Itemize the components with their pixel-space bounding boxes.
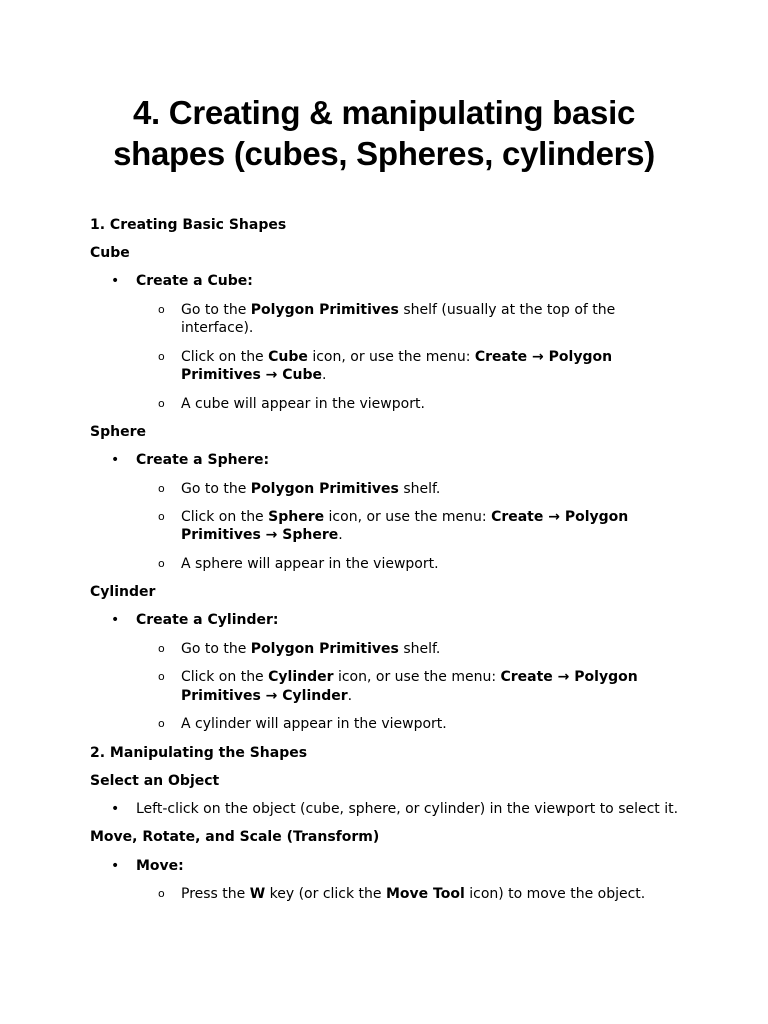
hollow-bullet-icon: o bbox=[158, 482, 165, 495]
page-title-line-1: 4. Creating & manipulating basic bbox=[133, 94, 635, 131]
list-item-move: Move: bbox=[136, 858, 184, 874]
hollow-bullet-icon: o bbox=[158, 303, 165, 316]
hollow-bullet-icon: o bbox=[158, 557, 165, 570]
step-cube-2-continued: Primitives → Cube. bbox=[181, 367, 327, 383]
bullet-icon: • bbox=[111, 273, 120, 289]
step-sphere-1: Go to the Polygon Primitives shelf. bbox=[181, 481, 441, 497]
step-cube-3: A cube will appear in the viewport. bbox=[181, 396, 425, 412]
step-cylinder-1: Go to the Polygon Primitives shelf. bbox=[181, 641, 441, 657]
step-sphere-2-continued: Primitives → Sphere. bbox=[181, 527, 343, 543]
subheading-cube: Cube bbox=[90, 245, 130, 261]
step-cube-1-continued: interface). bbox=[181, 320, 254, 336]
hollow-bullet-icon: o bbox=[158, 717, 165, 730]
step-cylinder-3: A cylinder will appear in the viewport. bbox=[181, 716, 447, 732]
step-sphere-3: A sphere will appear in the viewport. bbox=[181, 556, 439, 572]
bullet-icon: • bbox=[111, 612, 120, 628]
step-cylinder-2-continued: Primitives → Cylinder. bbox=[181, 688, 353, 704]
bullet-icon: • bbox=[111, 452, 120, 468]
step-move-1: Press the W key (or click the Move Tool icon) to move the object. bbox=[181, 886, 646, 902]
hollow-bullet-icon: o bbox=[158, 397, 165, 410]
bullet-icon: • bbox=[111, 801, 120, 817]
hollow-bullet-icon: o bbox=[158, 887, 165, 900]
list-item-create-cylinder: Create a Cylinder: bbox=[136, 612, 279, 628]
step-cylinder-2: Click on the Cylinder icon, or use the menu: Create → Polygon bbox=[181, 669, 638, 685]
hollow-bullet-icon: o bbox=[158, 510, 165, 523]
list-item-left-click-select: Left-click on the object (cube, sphere, or cylinder) in the viewport to select it. bbox=[136, 801, 679, 817]
hollow-bullet-icon: o bbox=[158, 350, 165, 363]
step-cube-2: Click on the Cube icon, or use the menu: Create → Polygon bbox=[181, 349, 613, 365]
list-item-create-sphere: Create a Sphere: bbox=[136, 452, 270, 468]
subheading-sphere: Sphere bbox=[90, 424, 146, 440]
page-title bbox=[60, 92, 708, 174]
page-title-line-2: shapes (cubes, Spheres, cylinders) bbox=[113, 135, 655, 172]
hollow-bullet-icon: o bbox=[158, 670, 165, 683]
bullet-icon: • bbox=[111, 858, 120, 874]
step-cube-1: Go to the Polygon Primitives shelf (usually at the top of the bbox=[181, 302, 616, 318]
list-item-create-cube: Create a Cube: bbox=[136, 273, 253, 289]
subheading-select-object: Select an Object bbox=[90, 773, 220, 789]
subheading-cylinder: Cylinder bbox=[90, 584, 156, 600]
section-heading-manipulating-shapes: 2. Manipulating the Shapes bbox=[90, 745, 308, 761]
section-heading-creating-basic-shapes: 1. Creating Basic Shapes bbox=[90, 217, 287, 233]
subheading-transform: Move, Rotate, and Scale (Transform) bbox=[90, 829, 380, 845]
step-sphere-2: Click on the Sphere icon, or use the menu: Create → Polygon bbox=[181, 509, 629, 525]
hollow-bullet-icon: o bbox=[158, 642, 165, 655]
